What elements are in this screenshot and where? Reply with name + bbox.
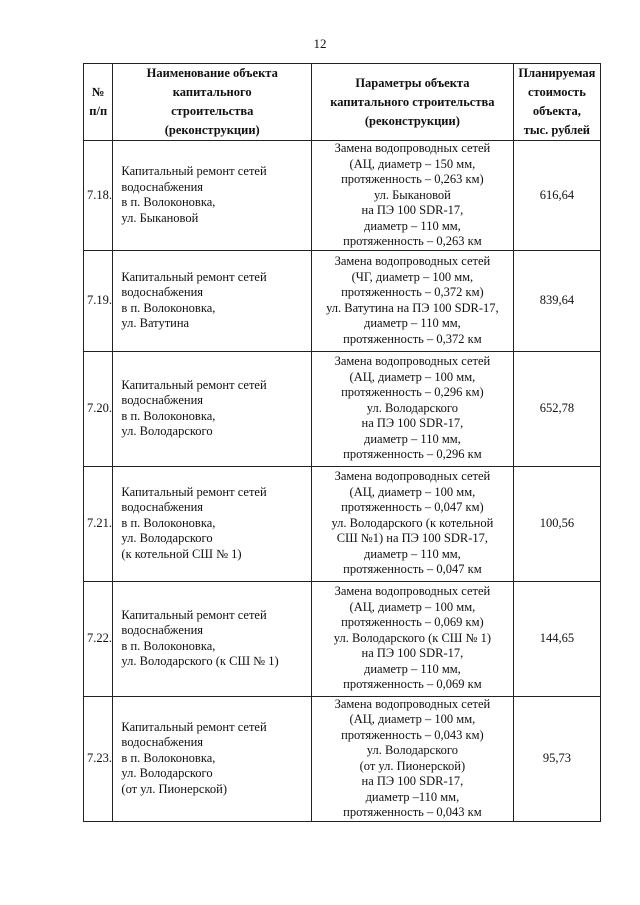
header-cost-line: объекта, — [532, 104, 581, 118]
object-params-line: (АЦ, диаметр – 150 мм, — [349, 156, 476, 171]
object-params-line: протяженность – 0,372 км — [343, 331, 482, 346]
capital-repair-table — [83, 63, 601, 822]
object-params-line: диаметр – 110 мм, — [364, 546, 461, 561]
object-params-line: диаметр – 110 мм, — [364, 316, 461, 330]
object-params-line: ул. Володарского (к котельной — [331, 515, 494, 530]
header-params-line: (реконструкции) — [364, 113, 460, 128]
object-params-line: протяженность – 0,263 км — [343, 234, 482, 248]
object-name-line: Капитальный ремонт сетей — [121, 719, 267, 734]
object-params-line: протяженность – 0,372 км) — [341, 285, 484, 299]
header-cost-line: тыс. рублей — [523, 123, 591, 137]
object-params-line: диаметр – 110 мм, — [364, 661, 461, 676]
object-name-line: Капитальный ремонт сетей — [121, 607, 267, 622]
planned-cost: 100,56 — [513, 466, 600, 581]
object-name — [113, 696, 312, 821]
object-params-line: Замена водопроводных сетей — [334, 584, 491, 599]
object-params-line: (АЦ, диаметр – 100 мм, — [349, 484, 476, 499]
planned-cost: 839,64 — [513, 250, 600, 351]
object-params-line: СШ №1) на ПЭ 100 SDR-17, — [336, 531, 489, 546]
table-row — [84, 250, 601, 351]
object-name — [113, 351, 312, 466]
object-name-line: ул. Быкановой — [121, 210, 199, 225]
object-name-line: водоснабжения — [121, 500, 204, 515]
object-params-line: протяженность – 0,069 км) — [341, 615, 484, 630]
object-name-line: в п. Волоконовка, — [121, 638, 216, 653]
object-params — [312, 696, 514, 821]
object-name-line: Капитальный ремонт сетей — [121, 484, 267, 499]
object-params-line: ул. Володарского — [366, 400, 458, 415]
object-name-line: Капитальный ремонт сетей — [121, 377, 267, 392]
object-params-line: Замена водопроводных сетей — [334, 254, 491, 268]
object-name — [113, 141, 312, 251]
header-params-line: капитального строительства — [330, 94, 495, 109]
table-row — [84, 141, 601, 251]
object-name-line: (от ул. Пионерской) — [121, 781, 227, 796]
object-name — [113, 581, 312, 696]
object-name-line: в п. Волоконовка, — [121, 750, 216, 765]
header-name-line: Наименование объекта — [146, 66, 278, 80]
table-row — [84, 696, 601, 821]
object-params — [312, 466, 514, 581]
table-header-row — [84, 64, 601, 141]
object-name-line: водоснабжения — [121, 393, 204, 407]
object-params-line: (от ул. Пионерской) — [359, 758, 466, 773]
planned-cost: 652,78 — [513, 351, 600, 466]
object-params-line: на ПЭ 100 SDR-17, — [361, 416, 464, 431]
object-name — [113, 466, 312, 581]
object-params-line: диаметр – 110 мм, — [364, 218, 461, 233]
object-name-line: водоснабжения — [121, 623, 204, 637]
object-params-line: диаметр – 110 мм, — [364, 431, 461, 446]
table-row — [84, 351, 601, 466]
header-cost-line: стоимость — [527, 85, 586, 99]
object-params-line: протяженность – 0,047 км) — [341, 500, 484, 515]
object-params-line: Замена водопроводных сетей — [334, 469, 491, 484]
planned-cost: 144,65 — [513, 581, 600, 696]
object-name-line: в п. Волоконовка, — [121, 408, 216, 423]
object-name-line: водоснабжения — [121, 179, 204, 194]
planned-cost: 616,64 — [513, 141, 600, 251]
table-row — [84, 466, 601, 581]
object-name-line: (к котельной СШ № 1) — [121, 546, 242, 561]
object-params — [312, 351, 514, 466]
object-params-line: протяженность – 0,296 км — [343, 447, 482, 462]
object-params-line: ул. Быкановой — [373, 187, 451, 202]
object-name-line: водоснабжения — [121, 735, 204, 750]
object-params-line: Замена водопроводных сетей — [334, 354, 491, 369]
object-name-line: ул. Ватутина — [121, 316, 190, 330]
object-params-line: диаметр –110 мм, — [365, 789, 460, 804]
object-params-line: Замена водопроводных сетей — [334, 696, 491, 711]
object-params-line: ул. Ватутина на ПЭ 100 SDR-17, — [326, 300, 499, 315]
header-name-line: строительства — [171, 104, 254, 118]
object-name-line: ул. Володарского — [121, 766, 213, 781]
object-params-line: (АЦ, диаметр – 100 мм, — [349, 599, 476, 614]
row-number: 7.21. — [84, 466, 113, 581]
object-params-line: протяженность – 0,047 км — [343, 562, 482, 577]
object-params — [312, 141, 514, 251]
object-name-line: Капитальный ремонт сетей — [121, 269, 267, 284]
object-params-line: ул. Володарского — [366, 743, 458, 757]
object-params — [312, 581, 514, 696]
header-cost-line: Планируемая — [518, 66, 596, 80]
header-name-line: капитального — [172, 85, 252, 99]
object-params-line: протяженность – 0,043 км) — [341, 727, 484, 742]
header-cost — [513, 64, 600, 141]
object-params-line: Замена водопроводных сетей — [334, 141, 491, 155]
object-params — [312, 250, 514, 351]
object-params-line: на ПЭ 100 SDR-17, — [361, 774, 464, 788]
object-params-line: на ПЭ 100 SDR-17, — [361, 203, 464, 217]
row-number: 7.20. — [84, 351, 113, 466]
header-num — [84, 64, 113, 141]
object-name-line: в п. Волоконовка, — [121, 300, 216, 315]
page-number: 12 — [313, 36, 327, 51]
row-number: 7.22. — [84, 581, 113, 696]
header-num-line: п/п — [89, 104, 108, 118]
header-params-line: Параметры объекта — [355, 75, 470, 90]
object-params-line: (АЦ, диаметр – 100 мм, — [349, 712, 476, 726]
object-name-line: ул. Володарского — [121, 424, 213, 438]
object-params-line: ул. Володарского (к СШ № 1) — [333, 630, 491, 645]
row-number: 7.19. — [84, 250, 113, 351]
object-params-line: (АЦ, диаметр – 100 мм, — [349, 369, 476, 384]
row-number: 7.23. — [84, 696, 113, 821]
table-row — [84, 581, 601, 696]
object-name-line: ул. Володарского (к СШ № 1) — [121, 654, 279, 668]
header-name — [113, 64, 312, 141]
object-name-line: ул. Володарского — [121, 531, 213, 546]
object-name — [113, 250, 312, 351]
object-params-line: на ПЭ 100 SDR-17, — [361, 646, 464, 661]
row-number: 7.18. — [84, 141, 113, 251]
object-params-line: протяженность – 0,263 км) — [341, 172, 484, 186]
planned-cost: 95,73 — [513, 696, 600, 821]
object-params-line: протяженность – 0,069 км — [343, 677, 482, 692]
header-name-line: (реконструкции) — [164, 123, 260, 137]
object-name-line: в п. Волоконовка, — [121, 195, 216, 210]
object-params-line: протяженность – 0,043 км — [343, 805, 482, 819]
object-params-line: протяженность – 0,296 км) — [341, 385, 484, 400]
header-params — [312, 64, 514, 141]
header-num-line: № — [91, 85, 105, 99]
object-name-line: Капитальный ремонт сетей — [121, 164, 267, 179]
object-params-line: (ЧГ, диаметр – 100 мм, — [351, 269, 474, 284]
object-name-line: водоснабжения — [121, 285, 204, 299]
object-name-line: в п. Волоконовка, — [121, 515, 216, 530]
